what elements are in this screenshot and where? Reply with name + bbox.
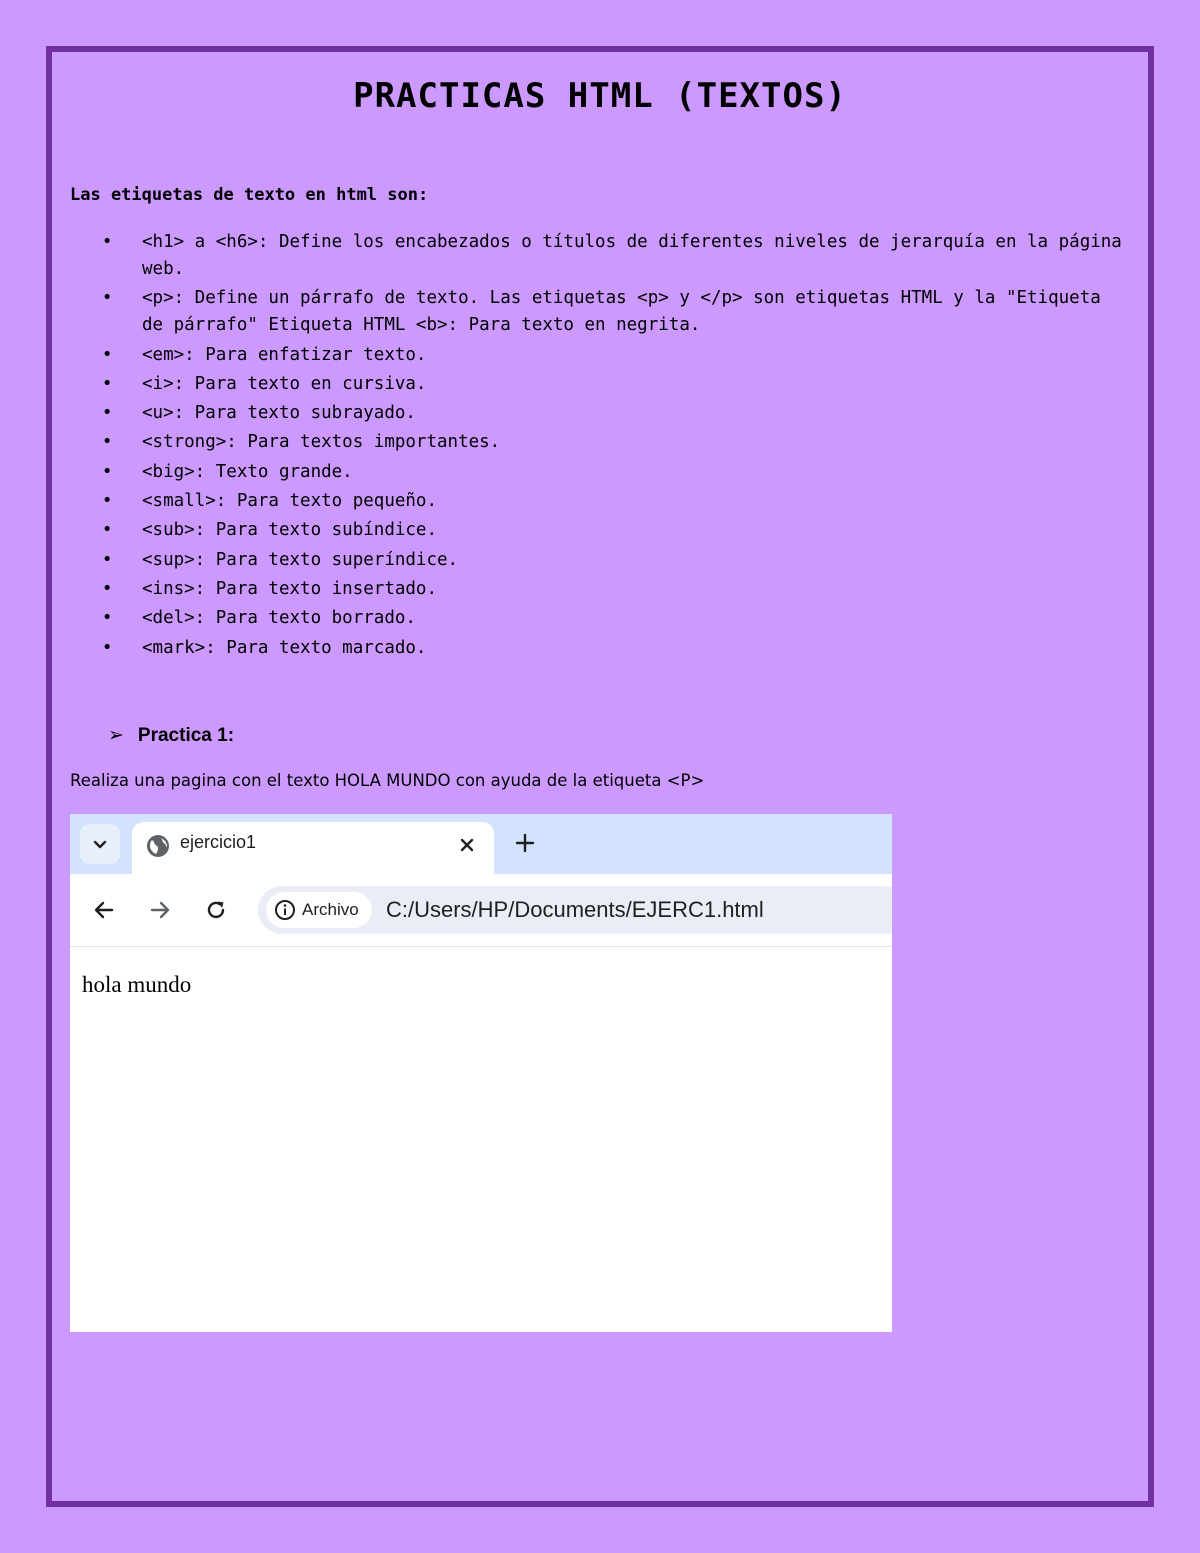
rendered-page-text: hola mundo <box>82 972 192 997</box>
list-item-text: <sub>: Para texto subíndice. <box>142 520 438 541</box>
browser-toolbar <box>70 874 892 947</box>
chip-label: Archivo <box>302 900 359 919</box>
list-item-text: <ins>: Para texto insertado. <box>142 578 438 599</box>
page-title: PRACTICAS HTML (TEXTOS) <box>353 76 847 116</box>
bullet-icon: • <box>102 461 113 482</box>
tag-list <box>70 229 1130 664</box>
forward-icon[interactable] <box>148 898 172 922</box>
list-item <box>70 400 1130 427</box>
arrow-bullet-icon: ➢ <box>108 724 124 746</box>
url-text[interactable]: C:/Users/HP/Documents/EJERC1.html <box>386 897 764 922</box>
list-item-text: <i>: Para texto en cursiva. <box>142 373 427 394</box>
list-item <box>70 429 1130 456</box>
list-item-text: <em>: Para enfatizar texto. <box>142 344 427 365</box>
bullet-icon: • <box>102 637 113 658</box>
list-item <box>70 547 1130 574</box>
list-item-text: <p>: Define un párrafo de texto. Las etiquetas <p> y </p> son etiquetas HTML y la "Etiqueta de párrafo" Etiqueta HTML <b>: Para texto en negrita. <box>142 288 1101 336</box>
list-item <box>70 342 1130 369</box>
close-icon[interactable] <box>456 834 478 856</box>
list-item <box>70 229 1130 283</box>
tab-title: ejercicio1 <box>180 832 257 852</box>
bullet-icon: • <box>102 288 113 309</box>
list-item-text: <del>: Para texto borrado. <box>142 608 416 629</box>
plus-icon[interactable] <box>514 832 536 854</box>
bullet-icon: • <box>102 373 113 394</box>
tab-strip <box>70 814 892 874</box>
practice-label: Practica 1: <box>137 725 235 746</box>
list-item <box>70 488 1130 515</box>
tab-search-button[interactable] <box>80 824 120 864</box>
info-icon <box>274 899 296 921</box>
list-item-text: <small>: Para texto pequeño. <box>142 491 438 512</box>
bullet-icon: • <box>102 608 113 629</box>
bullet-icon: • <box>102 578 113 599</box>
address-bar[interactable] <box>258 886 892 934</box>
list-item <box>70 576 1130 603</box>
list-item <box>70 285 1130 339</box>
bullet-icon: • <box>102 491 113 512</box>
tab-search-icon <box>92 836 108 852</box>
list-item-text: <big>: Texto grande. <box>142 461 353 482</box>
intro-text: Las etiquetas de texto en html son: <box>70 185 429 205</box>
bullet-icon: • <box>102 549 113 570</box>
bullet-icon: • <box>102 344 113 365</box>
site-info-chip[interactable] <box>266 892 372 928</box>
globe-icon <box>146 834 170 858</box>
list-item <box>70 635 1130 662</box>
list-item-text: <h1> a <h6>: Define los encabezados o títulos de diferentes niveles de jerarquía en la página web. <box>142 232 1122 279</box>
practice-heading <box>108 724 234 747</box>
list-item-text: <strong>: Para textos importantes. <box>142 432 501 453</box>
bullet-icon: • <box>102 432 113 453</box>
list-item-text: <sup>: Para texto superíndice. <box>142 549 459 570</box>
browser-screenshot <box>70 814 892 1332</box>
back-icon[interactable] <box>92 898 116 922</box>
reload-icon[interactable] <box>204 898 228 922</box>
list-item <box>70 459 1130 486</box>
list-item <box>70 517 1130 544</box>
list-item-text: <mark>: Para texto marcado. <box>142 637 427 658</box>
bullet-icon: • <box>102 232 113 252</box>
practice-instruction: Realiza una pagina con el texto HOLA MUNDO con ayuda de la etiqueta <P> <box>70 771 705 790</box>
bullet-icon: • <box>102 520 113 541</box>
bullet-icon: • <box>102 403 113 424</box>
tab-ejercicio1[interactable] <box>132 822 494 876</box>
list-item-text: <u>: Para texto subrayado. <box>142 403 416 424</box>
list-item <box>70 605 1130 632</box>
list-item <box>70 371 1130 398</box>
